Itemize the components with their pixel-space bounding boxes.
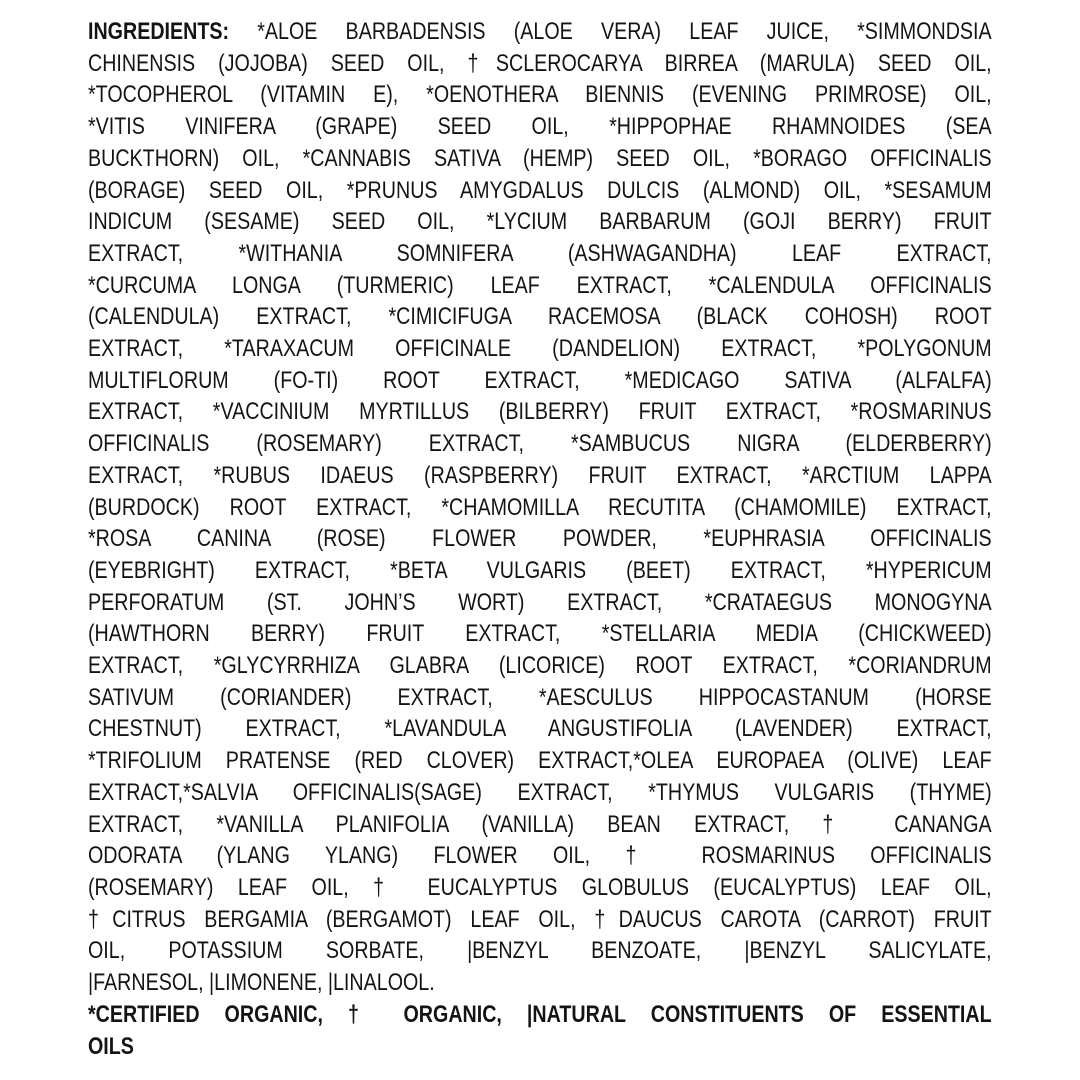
ingredient-line: (HAWTHORN BERRY) FRUIT EXTRACT, *STELLARIA MEDIA (CHICKWEED) [88,620,992,648]
ingredient-line: (CALENDULA) EXTRACT, *CIMICIFUGA RACEMOSA (BLACK COHOSH) ROOT [88,303,992,331]
ingredient-line-first [88,16,992,48]
ingredient-line: (BORAGE) SEED OIL, *PRUNUS AMYGDALUS DULCIS (ALMOND) OIL, *SESAMUM [88,176,992,204]
ingredient-line: EXTRACT, *VANILLA PLANIFOLIA (VANILLA) BEAN EXTRACT, † CANANGA [88,810,992,838]
ingredient-line: *TOCOPHEROL (VITAMIN E), *OENOTHERA BIENNIS (EVENING PRIMROSE) OIL, [88,81,992,109]
ingredient-line: (BURDOCK) ROOT EXTRACT, *CHAMOMILLA RECUTITA (CHAMOMILE) EXTRACT, [88,493,992,521]
ingredient-line: CHESTNUT) EXTRACT, *LAVANDULA ANGUSTIFOLIA (LAVENDER) EXTRACT, [88,715,992,743]
ingredient-line: †CITRUS BERGAMIA (BERGAMOT) LEAF OIL, †DAUCUS CAROTA (CARROT) FRUIT [88,905,992,933]
ingredients-text-block [88,16,992,1062]
ingredient-line: *ROSA CANINA (ROSE) FLOWER POWDER, *EUPHRASIA OFFICINALIS [88,525,992,553]
ingredient-lines-list [88,48,992,999]
ingredient-line: BUCKTHORN) OIL, *CANNABIS SATIVA (HEMP) SEED OIL, *BORAGO OFFICINALIS [88,144,992,172]
ingredient-line: *TRIFOLIUM PRATENSE (RED CLOVER) EXTRACT,*OLEA EUROPAEA (OLIVE) LEAF [88,747,992,775]
footnote-line: OILS [88,1032,134,1060]
ingredient-line: (ROSEMARY) LEAF OIL, † EUCALYPTUS GLOBULUS (EUCALYPTUS) LEAF OIL, [88,873,992,901]
ingredient-line: EXTRACT, *RUBUS IDAEUS (RASPBERRY) FRUIT EXTRACT, *ARCTIUM LAPPA [88,461,992,489]
ingredient-line-first-text: *ALOE BARBADENSIS (ALOE VERA) LEAF JUICE, *SIMMONDSIA [257,18,992,45]
ingredient-line: EXTRACT, *VACCINIUM MYRTILLUS (BILBERRY) FRUIT EXTRACT, *ROSMARINUS [88,398,992,426]
ingredient-line: PERFORATUM (ST. JOHN’S WORT) EXTRACT, *CRATAEGUS MONOGYNA [88,588,992,616]
ingredient-line: EXTRACT, *GLYCYRRHIZA GLABRA (LICORICE) ROOT EXTRACT, *CORIANDRUM [88,652,992,680]
ingredients-label: INGREDIENTS: [88,18,230,45]
ingredient-line: EXTRACT, *WITHANIA SOMNIFERA (ASHWAGANDHA) LEAF EXTRACT, [88,239,992,267]
ingredient-line: *CURCUMA LONGA (TURMERIC) LEAF EXTRACT, *CALENDULA OFFICINALIS [88,271,992,299]
ingredient-line: OFFICINALIS (ROSEMARY) EXTRACT, *SAMBUCUS NIGRA (ELDERBERRY) [88,430,992,458]
ingredient-line: |FARNESOL, |LIMONENE, |LINALOOL. [88,969,435,997]
ingredient-line: EXTRACT, *TARAXACUM OFFICINALE (DANDELION) EXTRACT, *POLYGONUM [88,335,992,363]
ingredient-line: SATIVUM (CORIANDER) EXTRACT, *AESCULUS HIPPOCASTANUM (HORSE [88,683,992,711]
footnote-line: *CERTIFIED ORGANIC, † ORGANIC, |NATURAL CONSTITUENTS OF ESSENTIAL [88,1000,992,1028]
ingredient-line: (EYEBRIGHT) EXTRACT, *BETA VULGARIS (BEET) EXTRACT, *HYPERICUM [88,556,992,584]
ingredients-panel [88,16,992,1062]
ingredient-line: OIL, POTASSIUM SORBATE, |BENZYL BENZOATE, |BENZYL SALICYLATE, [88,937,992,965]
ingredient-line: INDICUM (SESAME) SEED OIL, *LYCIUM BARBARUM (GOJI BERRY) FRUIT [88,208,992,236]
ingredient-line: *VITIS VINIFERA (GRAPE) SEED OIL, *HIPPOPHAE RHAMNOIDES (SEA [88,113,992,141]
ingredient-line: CHINENSIS (JOJOBA) SEED OIL, †SCLEROCARYA BIRREA (MARULA) SEED OIL, [88,49,992,77]
ingredient-line: EXTRACT,*SALVIA OFFICINALIS(SAGE) EXTRACT, *THYMUS VULGARIS (THYME) [88,778,992,806]
ingredient-line: MULTIFLORUM (FO-TI) ROOT EXTRACT, *MEDICAGO SATIVA (ALFALFA) [88,366,992,394]
ingredient-line: ODORATA (YLANG YLANG) FLOWER OIL, † ROSMARINUS OFFICINALIS [88,842,992,870]
